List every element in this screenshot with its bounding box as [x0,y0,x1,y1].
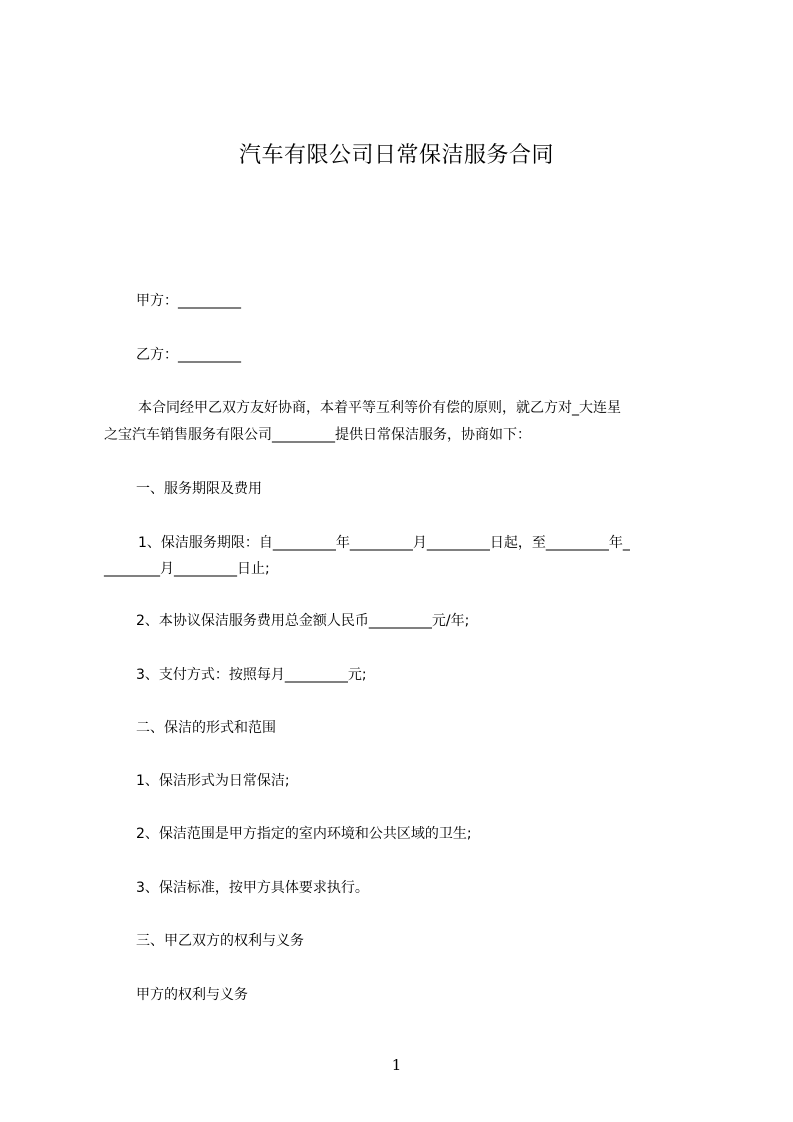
section-heading-3: 三、甲乙双方的权利与义务 [136,933,304,949]
party-a-line: 甲方：_________ [136,293,241,309]
clause-2-3: 3、保洁标准，按甲方具体要求执行。 [136,880,369,896]
intro-paragraph-line-1: 本合同经甲乙双方友好协商，本着平等互利等价有偿的原则，就乙方对_大连星 [138,400,621,416]
clause-2-2: 2、保洁范围是甲方指定的室内环境和公共区域的卫生; [136,826,472,842]
clause-1-1-line-2: ________月_________日止; [104,561,270,577]
clause-1-2: 2、本协议保洁服务费用总金额人民币_________元/年; [136,613,470,629]
subsection-heading-party-a: 甲方的权利与义务 [136,987,248,1003]
section-heading-1: 一、服务期限及费用 [136,481,262,497]
document-title: 汽车有限公司日常保洁服务合同 [238,143,554,168]
clause-2-1: 1、保洁形式为日常保洁; [136,773,290,789]
intro-paragraph-line-2: 之宝汽车销售服务有限公司_________提供日常保洁服务，协商如下： [104,427,531,443]
party-b-line: 乙方：_________ [136,347,241,363]
page-number: 1 [391,1056,402,1074]
clause-1-3: 3、支付方式：按照每月_________元; [136,667,367,683]
clause-1-1-line-1: 1、保洁服务期限：自_________年_________月_________日起，至_________年_ [138,535,630,551]
section-heading-2: 二、保洁的形式和范围 [136,720,276,736]
